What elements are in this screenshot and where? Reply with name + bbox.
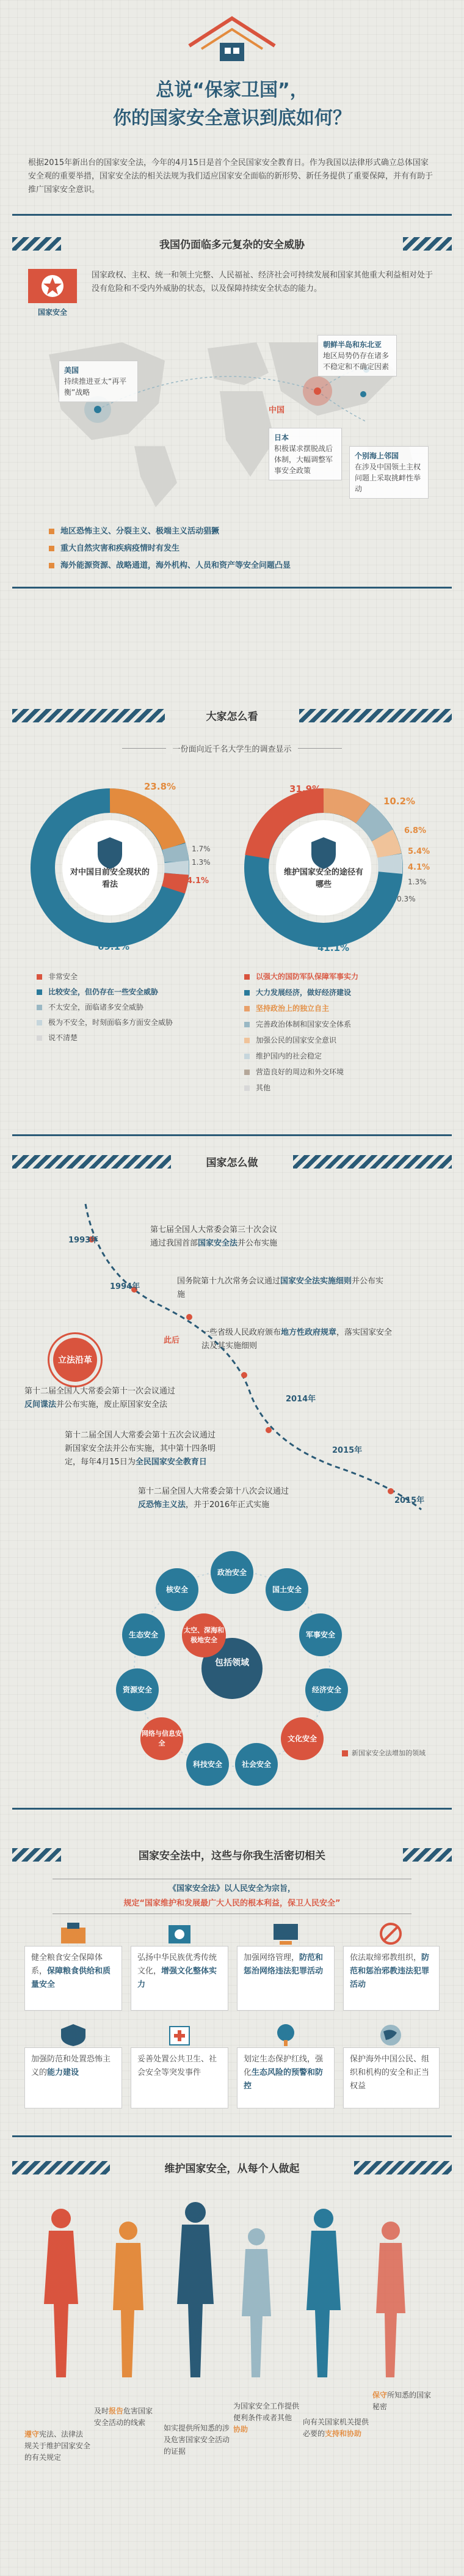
timeline-item [138, 1485, 388, 1512]
crowd-silhouettes [24, 2194, 440, 2390]
pct-label: 6.8% [404, 826, 427, 835]
legend-label: 大力发展经济，做好经济建设 [256, 988, 352, 997]
map-callout-japan [269, 428, 342, 480]
legend-label: 加强公民的国家安全意识 [256, 1036, 337, 1044]
tree-icon [267, 2023, 304, 2047]
card-bold: 防范和惩治邪教违法犯罪活动 [350, 1953, 430, 1989]
caption-bold: 协助 [233, 2425, 248, 2434]
legend-swatch [37, 1005, 42, 1010]
card-bold: 防范和惩治网络违法犯罪活动 [244, 1953, 324, 1976]
survey-caption: 一份面向近千名大学生的调查显示 [166, 745, 297, 754]
domain-node: 文化安全 [281, 1717, 324, 1760]
legend-swatch [244, 1038, 250, 1043]
ban-icon [372, 1921, 409, 1946]
timeline-text: 第十二届全国人大常委会第十一次会议通过 [24, 1387, 176, 1396]
card [343, 1946, 440, 2011]
pct-label: 4.1% [408, 863, 430, 872]
caption-bold: 遵守 [24, 2430, 40, 2438]
timeline-text: 并公布实施，废止原国家安全法 [56, 1400, 168, 1409]
card-text: 保护海外中国公民、组织和机构的安全和正当权益 [350, 2055, 430, 2091]
legend-item [244, 1051, 440, 1062]
domain-center-label: 包括领域 [215, 1658, 249, 1668]
domain-node: 生态安全 [122, 1613, 165, 1656]
caption-item [303, 2416, 369, 2440]
bullet-icon [49, 546, 54, 551]
security-domain-wheel [110, 1546, 354, 1791]
timeline-text: 新国家安全法并公布实施，其中第十四条明 [65, 1444, 216, 1453]
timeline-text: 定，每年4月15日为 [65, 1458, 136, 1467]
callout-title: 个别海上邻国 [355, 452, 399, 460]
domain-node: 资源安全 [116, 1668, 159, 1711]
caption-text: 宪法、法律法规关于维护国家安全的有关规定 [24, 2430, 91, 2462]
legend-label: 其他 [256, 1084, 271, 1092]
grain-icon [55, 1921, 92, 1946]
callout-text: 积极谋求摆脱战后体制，大幅调整军事安全政策 [274, 444, 333, 475]
bullet-icon [49, 563, 54, 568]
pct-label: 31.9% [289, 783, 322, 794]
timeline-item [201, 1326, 397, 1353]
timeline-year: 2015年 [394, 1496, 425, 1505]
badge-label: 国家安全 [37, 308, 67, 317]
legend-label: 以强大的国防军队保障军事实力 [256, 972, 359, 981]
pct-label: 4.1% [187, 876, 209, 886]
caption-text: 危害国家安全活动的线索 [94, 2407, 153, 2427]
caption-item [94, 2405, 160, 2429]
legend-label: 不太安全，面临诸多安全威胁 [48, 1003, 144, 1011]
timeline-text: 国务院第十九次常务会议通过 [177, 1277, 281, 1286]
legend-label: 比较安全，但仍存在一些安全威胁 [48, 988, 159, 996]
cards-row-2 [24, 2023, 440, 2115]
timeline-bold: 反恐怖主义法 [138, 1500, 186, 1510]
section-divider [12, 2135, 452, 2137]
legend-swatch [37, 1035, 42, 1041]
map-callout-usa [59, 361, 138, 402]
domain-note: 新国家安全法增加的领域 [352, 1749, 426, 1757]
legend-swatch [37, 974, 42, 980]
map-callout-sea-neighbor [349, 446, 429, 499]
network-icon [267, 1921, 304, 1946]
timeline-item [24, 1385, 281, 1412]
caption-row [24, 2390, 440, 2567]
card-text: 依法取缔邪教组织， [350, 1953, 422, 1962]
card-text: 健全粮食安全保障体系， [31, 1953, 103, 1976]
card-bold: 保障粮食供给和质量安全 [31, 1967, 111, 1989]
threat-text: 海外能源资源、战略通道，海外机构、人员和资产等安全问题凸显 [60, 561, 291, 570]
legend-label: 非常安全 [48, 972, 78, 981]
legislation-badge [48, 1332, 103, 1387]
timeline-bold: 反间谍法 [24, 1400, 57, 1409]
card-text: 妥善处置公共卫生、社会安全等突发事件 [137, 2055, 217, 2077]
domain-node: 经济安全 [305, 1668, 348, 1711]
pct-label: 5.4% [408, 847, 430, 856]
legend-item [244, 1035, 440, 1046]
caption-item [372, 2390, 438, 2413]
card [131, 1946, 228, 2011]
timeline-text: 第十二届全国人大常委会第十五次会议通过 [65, 1431, 216, 1440]
timeline-year: 此后 [164, 1336, 180, 1345]
pct-label: 1.3% [408, 878, 427, 886]
card [343, 2047, 440, 2108]
intro-paragraph: 根据2015年新出台的国家安全法，今年的4月15日是首个全民国家安全教育日。作为我国以法律形式确立总体国家安全观的重要举措，国家安全法的相关法规为我们适应国家安全面临的新形势、新任务提供了重要保障，并有有助于推广国家安全意识。 [28, 158, 433, 194]
legend-label: 完善政治体制和国家安全体系 [256, 1020, 352, 1029]
callout-title: 日本 [274, 433, 289, 442]
page-title-line2: 你的国家安全意识到底如何？ [113, 108, 351, 129]
legend-swatch [37, 1020, 42, 1026]
right-legend [244, 972, 440, 1093]
pct-label: 69.1% [98, 941, 130, 952]
timeline-year: 1993年 [68, 1236, 99, 1245]
caption-text: 及时 [94, 2407, 109, 2415]
card-bold: 生态风险的预警和防控 [244, 2068, 324, 2091]
law-banner [53, 1879, 411, 1914]
header-divider [12, 214, 452, 216]
legend-item [244, 1083, 440, 1093]
survey-caption-wrap [122, 745, 342, 760]
timeline-year: 1994年 [110, 1282, 140, 1291]
map-callout-korea [317, 335, 397, 376]
pct-label: 41.1% [317, 942, 350, 953]
timeline-bold: 国家安全法 [198, 1239, 238, 1248]
card-text: 加强网络管理， [244, 1953, 300, 1962]
timeline-text: 一些省级人民政府颁布 [201, 1328, 281, 1337]
culture-icon [161, 1921, 198, 1946]
left-donut-label: 对中国目前安全现状的看法 [70, 868, 150, 889]
callout-title: 朝鲜半岛和东北亚 [323, 340, 382, 349]
globe-icon [372, 2023, 409, 2047]
timeline-bold: 全民国家安全教育日 [135, 1458, 207, 1467]
domain-node: 网络与信息安全 [140, 1717, 183, 1760]
card [131, 2047, 228, 2108]
left-legend [37, 972, 208, 1043]
card [24, 2047, 122, 2108]
legend-item [37, 1018, 208, 1028]
caption-text: 向有关国家机关提供必要的 [303, 2418, 369, 2438]
caption-text: 如实提供所知悉的涉及危害国家安全活动的证据 [164, 2424, 230, 2456]
caption-bold: 支持和协助 [325, 2429, 362, 2438]
domain-node: 政治安全 [211, 1551, 253, 1594]
legend-swatch [244, 1070, 250, 1075]
legend-item [37, 1002, 208, 1013]
legend-swatch [37, 989, 42, 995]
section3-heading: 国家怎么做 [206, 1157, 258, 1169]
timeline-text: 通过我国首部 [150, 1239, 198, 1248]
legend-label: 维护国内的社会稳定 [256, 1052, 322, 1060]
legend-swatch [244, 1006, 250, 1011]
section1-heading: 我国仍面临多元复杂的安全威胁 [159, 239, 305, 251]
shield-icon [55, 2023, 92, 2047]
timeline-item [150, 1224, 394, 1250]
legend-swatch [244, 1054, 250, 1059]
legend-label: 说不清楚 [48, 1033, 78, 1042]
cards-row-1 [24, 1921, 440, 2013]
card-bold: 增强文化整体实力 [137, 1967, 217, 1989]
legend-label: 坚持政治上的独立自主 [256, 1004, 330, 1013]
caption-bold: 保守 [372, 2391, 388, 2399]
legend-item [37, 1033, 208, 1043]
timeline-bold: 地方性政府规章 [281, 1328, 337, 1337]
legend-swatch [342, 1750, 348, 1756]
section4-heading: 国家安全法中，这些与你我生活密切相关 [139, 1850, 325, 1862]
house-roof-icon [183, 12, 281, 67]
domain-node: 科技安全 [186, 1743, 229, 1786]
pct-label: 1.7% [192, 845, 211, 853]
legislation-badge-label: 立法沿革 [53, 1338, 97, 1382]
timeline-text: 第七届全国人大常委会第三十次会议 [150, 1225, 278, 1235]
timeline-item [177, 1275, 385, 1302]
domain-node: 军事安全 [299, 1613, 342, 1656]
card-text: 划定生态保护红线，强化 [244, 2055, 324, 2077]
callout-title: 美国 [64, 366, 79, 375]
section2-heading: 大家怎么看 [206, 711, 258, 723]
timeline-text: ，并于2016年正式实施 [186, 1500, 270, 1510]
legend-item [37, 987, 208, 997]
callout-text: 持续推进亚太“再平衡”战略 [64, 377, 127, 397]
card-text: 弘扬中华民族优秀传统文化， [137, 1953, 217, 1976]
section-divider [12, 587, 452, 589]
card [237, 1946, 335, 2011]
list-item [49, 540, 427, 557]
list-item [49, 557, 427, 574]
card [237, 2047, 335, 2108]
timeline-text: 第十二届全国人大常委会第十八次会议通过 [138, 1487, 289, 1496]
threat-text: 地区恐怖主义、分裂主义、极端主义活动猖獗 [60, 527, 220, 536]
card-bold: 能力建设 [47, 2068, 79, 2077]
legend-swatch [244, 1085, 250, 1091]
timeline-bold: 国家安全法实施细则 [280, 1277, 352, 1286]
legend-label: 极为不安全，时刻面临多方面安全威胁 [48, 1018, 173, 1027]
domain-node: 社会安全 [235, 1743, 278, 1786]
banner-line: 规定“国家维护和发展最广大人民的根本利益，保卫人民安全” [123, 1899, 341, 1908]
legend-swatch [244, 1022, 250, 1027]
timeline-text: ，落实国家安全法及其实施细则 [201, 1328, 393, 1351]
card [24, 1946, 122, 2011]
legend-item [244, 1019, 440, 1030]
domain-node: 国土安全 [266, 1568, 308, 1611]
domain-legend [342, 1748, 426, 1758]
domain-node: 太空、深海和极地安全 [182, 1613, 226, 1657]
callout-text: 地区局势仍存在诸多不稳定和不确定因素 [323, 351, 390, 371]
legend-item [244, 1004, 440, 1014]
section5-heading: 维护国家安全，从每个人做起 [164, 2163, 300, 2175]
caption-item [164, 2423, 230, 2457]
list-item [49, 523, 427, 540]
page-title-line1: 总说“保家卫国”， [156, 79, 308, 101]
definition-text: 国家政权、主权、统一和领土完整、人民福祉、经济社会可持续发展和国家其他重大利益相对处于没有危险和不受内外威胁的状态，以及保障持续安全状态的能力。 [92, 271, 433, 293]
legend-label: 营造良好的周边和外交环境 [256, 1068, 344, 1076]
threat-list [49, 523, 427, 574]
national-security-badge [28, 269, 77, 318]
section-divider [12, 1134, 452, 1136]
card-text: 加强防范和处置恐怖主义的 [31, 2055, 111, 2077]
legend-item [244, 972, 440, 982]
legend-swatch [244, 990, 250, 996]
pct-label: 0.3% [397, 895, 416, 903]
callout-text: 在涉及中国领土主权问题上采取挑衅性举动 [355, 463, 421, 493]
domain-node: 核安全 [156, 1568, 198, 1611]
caption-text: 为国家安全工作提供便利条件或者其他 [233, 2402, 300, 2422]
timeline-item [65, 1429, 321, 1469]
timeline-year: 2015年 [332, 1446, 363, 1455]
timeline-year: 2014年 [286, 1395, 316, 1404]
pct-label: 1.3% [192, 858, 211, 867]
timeline-text: 并公布实施 [237, 1239, 278, 1248]
caption-bold: 报告 [109, 2407, 124, 2415]
legend-item [244, 988, 440, 998]
banner-line: 《国家安全法》以人民安全为宗旨， [168, 1884, 295, 1893]
right-donut-label: 维护国家安全的途径有哪些 [283, 868, 363, 889]
threat-text: 重大自然灾害和疾病疫情时有发生 [60, 544, 180, 553]
caption-text: 所知悉的国家秘密 [372, 2391, 432, 2411]
pct-label: 23.8% [144, 781, 176, 792]
timeline-text: 并公布实施 [177, 1277, 384, 1299]
caption-item [24, 2429, 90, 2464]
legend-item [37, 972, 208, 982]
legend-swatch [244, 974, 250, 980]
caption-item [233, 2401, 299, 2435]
bullet-icon [49, 529, 54, 534]
emblem-icon [28, 269, 77, 303]
medical-icon [161, 2023, 198, 2047]
map-label-china: 中国 [269, 406, 285, 415]
legend-item [244, 1067, 440, 1077]
section-divider [12, 1808, 452, 1810]
pct-label: 10.2% [383, 796, 416, 807]
